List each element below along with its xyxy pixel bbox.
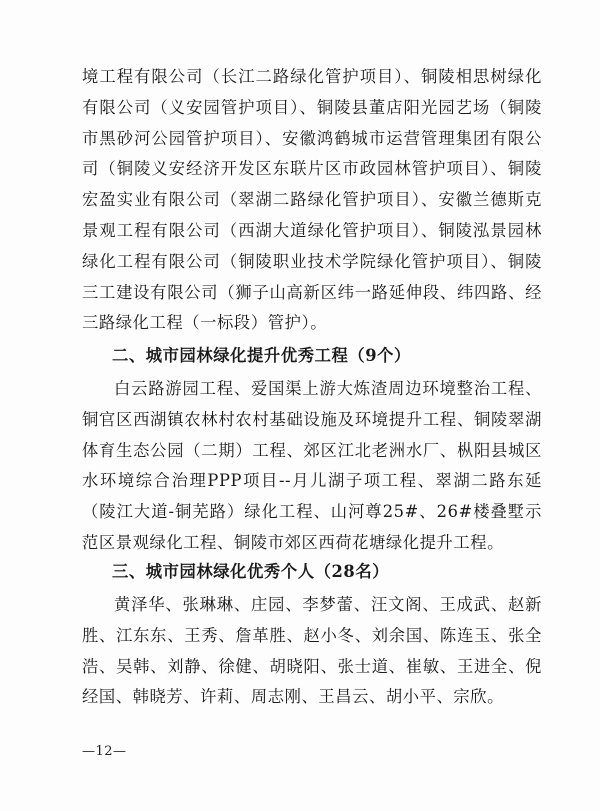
- section-heading-excellent-projects: 二、城市园林绿化提升优秀工程（9个）: [112, 346, 411, 365]
- body-paragraph-excellent-projects: 白云路游园工程、爱国渠上游大炼渣周边环境整治工程、铜官区西湖镇农林村农村基础设施及环境提升工程、铜陵翠湖体育生态公园（二期）工程、郊区江北老洲水厂、枞阳县城区水环境综合治理PPP项目--月儿湖子项工程、翠湖二路东延（陵江大道-铜芜路）绿化工程、山河尊25#、26#楼叠墅示范区景观绿化工程、铜陵市郊区西荷花塘绿化提升工程。: [82, 379, 542, 552]
- section-heading-excellent-individuals: 三、城市园林绿化优秀个人（28名）: [112, 562, 390, 581]
- body-paragraph-excellent-individuals: 黄泽华、张琳琳、庄园、李梦蕾、汪文阁、王成武、赵新胜、江东东、王秀、詹革胜、赵小冬、刘余国、陈连玉、张全浩、吴韩、刘静、徐健、胡晓阳、张士道、崔敏、王进全、倪经国、韩晓芳、许莉、周志刚、王昌云、胡小平、宗欣。: [82, 595, 542, 707]
- page-number: —12—: [82, 744, 127, 759]
- body-paragraph-awardees-maintenance: 境工程有限公司（长江二路绿化管护项目）、铜陵相思树绿化有限公司（义安园管护项目）、铜陵县董店阳光园艺场（铜陵市黑砂河公园管护项目）、安徽鸿鹤城市运营管理集团有限公司（铜陵义安经济开发区东联片区市政园林管护项目）、铜陵宏盈实业有限公司（翠湖二路绿化管护项目）、安徽兰德斯克景观工程有限公司（西湖大道绿化管护项目）、铜陵泓景园林绿化工程有限公司（铜陵职业技术学院绿化管护项目）、铜陵三工建设有限公司（狮子山高新区纬一路延伸段、纬四路、经三路绿化工程（一标段）管护）。: [82, 67, 542, 333]
